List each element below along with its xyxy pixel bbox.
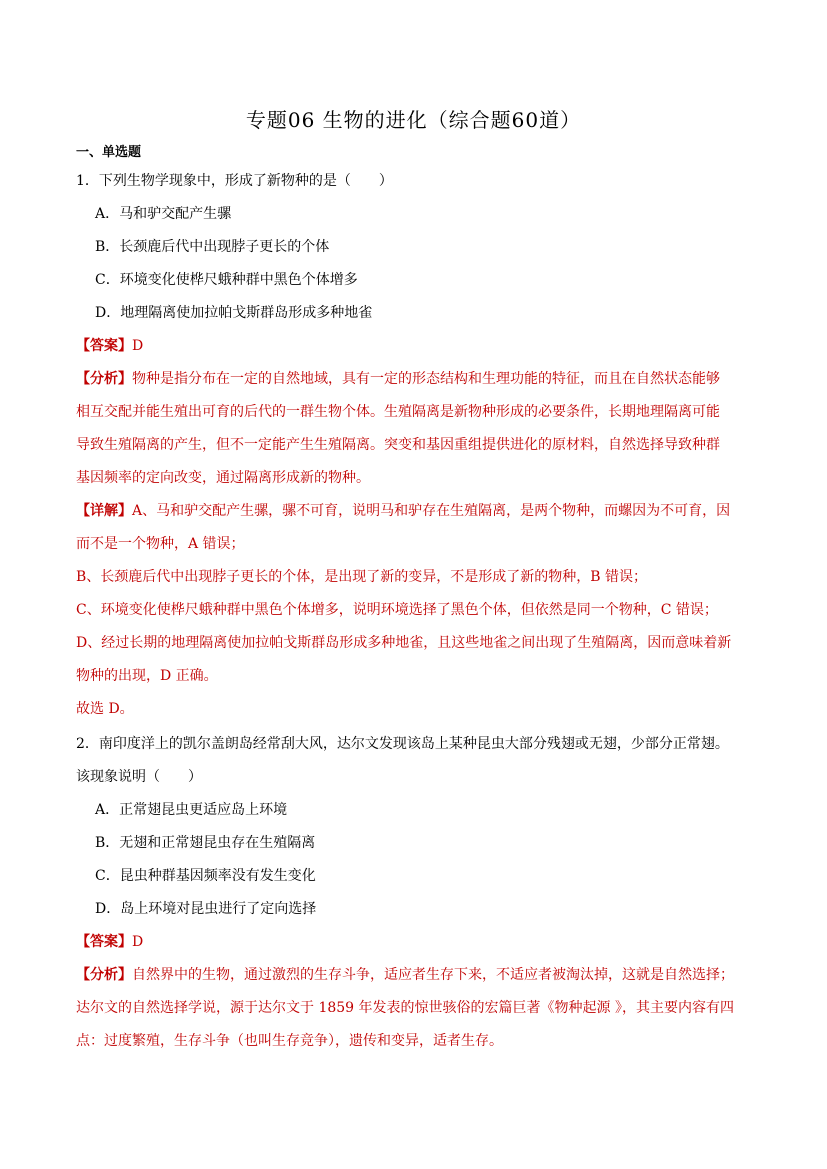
answer-tag: 【答案】	[76, 934, 132, 950]
detail-tag: 【详解】	[76, 503, 132, 519]
question-2-analysis-line-2: 达尔文的自然选择学说，源于达尔文于 1859 年发表的惊世骇俗的宏篇巨著《物种起源 》，其主要内容有四	[76, 1000, 734, 1016]
question-2-analysis-line-3: 点：过度繁殖，生存斗争（也叫生存竞争），遗传和变异，适者生存。	[76, 1033, 503, 1049]
question-2-option-b: B．无翅和正常翅昆虫存在生殖隔离	[95, 835, 316, 851]
question-1-option-a: A．马和驴交配产生骡	[95, 206, 232, 222]
question-1-analysis-line-2: 相互交配并能生殖出可育的后代的一群生物个体。生殖隔离是新物种形成的必要条件，长期地理隔离可能	[76, 404, 720, 420]
question-2-stem-line-1: 2．南印度洋上的凯尔盖朗岛经常刮大风，达尔文发现该岛上某种昆虫大部分残翅或无翅，少部分正常翅。	[76, 736, 729, 752]
question-1-detail-line-6: 物种的出现，D 正确。	[76, 668, 218, 684]
page-title: 专题06 生物的进化（综合题60道）	[245, 108, 582, 132]
question-1-detail-line-5: D、经过长期的地理隔离使加拉帕戈斯群岛形成多种地雀，且这些地雀之间出现了生殖隔离，因而意味着新	[76, 635, 732, 651]
question-1-analysis-line-3: 导致生殖隔离的产生，但不一定能产生生殖隔离。突变和基因重组提供进化的原材料，自然选择导致种群	[76, 437, 720, 453]
question-1-option-c: C．环境变化使桦尺蛾种群中黑色个体增多	[95, 272, 358, 288]
question-2-stem-line-2: 该现象说明（ ）	[76, 769, 202, 785]
analysis-text: 自然界中的生物，通过激烈的生存斗争，适应者生存下来，不适应者被淘汰掉，这就是自然选择；	[132, 967, 734, 983]
question-1-detail-line-4: C、环境变化使桦尺蛾种群中黑色个体增多，说明环境选择了黑色个体，但依然是同一个物种，C 错误；	[76, 602, 718, 618]
question-1-option-d: D．地理隔离使加拉帕戈斯群岛形成多种地雀	[95, 305, 373, 321]
question-1-conclusion: 故选 D。	[76, 701, 134, 717]
question-1-detail-line-3: B、长颈鹿后代中出现脖子更长的个体，是出现了新的变异，不是形成了新的物种，B 错误；	[76, 569, 648, 585]
question-1-answer	[76, 336, 756, 356]
question-1-analysis-line-1	[76, 369, 756, 389]
answer-tag: 【答案】	[76, 338, 132, 354]
analysis-text: 物种是指分布在一定的自然地域，具有一定的形态结构和生理功能的特征，而且在自然状态能够	[132, 371, 720, 387]
question-1-analysis-line-4: 基因频率的定向改变，通过隔离形成新的物种。	[76, 470, 370, 486]
analysis-tag: 【分析】	[76, 371, 132, 387]
question-1-option-b: B．长颈鹿后代中出现脖子更长的个体	[95, 239, 330, 255]
detail-text: A、马和驴交配产生骡，骡不可育，说明马和驴存在生殖隔离，是两个物种，而螺因为不可育，因	[132, 503, 731, 519]
question-2-option-c: C．昆虫种群基因频率没有发生变化	[95, 868, 316, 884]
question-1-detail-line-1	[76, 501, 756, 521]
question-1-stem: 1．下列生物学现象中，形成了新物种的是（ ）	[76, 173, 393, 189]
section-heading: 一、单选题	[76, 145, 142, 160]
question-2-option-d: D．岛上环境对昆虫进行了定向选择	[95, 901, 317, 917]
question-2-answer	[76, 932, 756, 952]
answer-value: D	[132, 338, 144, 354]
question-2-option-a: A．正常翅昆虫更适应岛上环境	[95, 802, 288, 818]
question-1-detail-line-2: 而不是一个物种，A 错误；	[76, 536, 245, 552]
analysis-tag: 【分析】	[76, 967, 132, 983]
question-2-analysis-line-1	[76, 965, 756, 985]
answer-value: D	[132, 934, 144, 950]
